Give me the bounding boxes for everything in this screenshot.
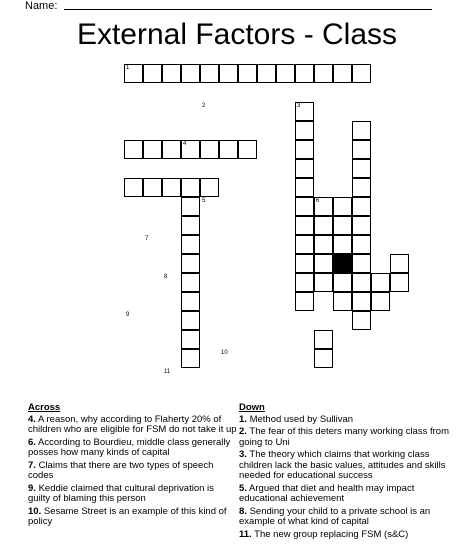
grid-cell[interactable] [181,64,200,83]
grid-cell[interactable] [314,64,333,83]
grid-cell[interactable] [314,216,333,235]
clue-number-11: 11 [164,369,171,375]
clue-text: A reason, why according to Flaherty 20% of children who are eligible for FSM do not take it up [28,413,237,435]
down-heading: Down [239,402,265,413]
clue-number-7: 7 [145,236,149,242]
grid-cell[interactable] [352,140,371,159]
clue-num: 10. [28,505,42,517]
grid-cell[interactable] [371,273,390,292]
grid-cell[interactable] [181,311,200,330]
grid-cell[interactable] [238,140,257,159]
grid-cell[interactable] [333,273,352,292]
down-clues [239,403,451,542]
clue-num: 6. [28,436,36,448]
grid-cell[interactable] [143,178,162,197]
clue-num: 9. [28,482,36,494]
down-clue [239,427,451,448]
grid-cell[interactable] [181,178,200,197]
grid-cell[interactable] [295,178,314,197]
name-label: Name: [25,0,58,12]
grid-cell[interactable] [219,64,238,83]
across-clue [28,415,238,436]
grid-cell[interactable] [162,64,181,83]
grid-cell[interactable] [181,273,200,292]
across-clue [28,461,238,482]
grid-cell[interactable] [295,216,314,235]
grid-cell[interactable] [181,330,200,349]
grid-cell[interactable] [219,140,238,159]
clue-num: 11. [239,528,252,540]
down-clue [239,507,451,528]
clue-text: Keddie claimed that cultural deprivation is guilty of blaming this person [28,482,214,504]
grid-cell[interactable] [352,216,371,235]
grid-cell[interactable] [352,273,371,292]
grid-cell[interactable] [295,140,314,159]
grid-cell[interactable] [352,197,371,216]
clue-text: Argued that diet and health may impact educational achievement [239,482,415,504]
clue-num: 7. [28,459,36,471]
grid-cell[interactable] [181,235,200,254]
grid-cell[interactable] [352,311,371,330]
grid-cell[interactable] [295,235,314,254]
clue-num: 4. [28,413,36,425]
across-clues [28,403,238,530]
grid-cell[interactable] [181,292,200,311]
clue-number-5: 5 [202,198,206,204]
across-clue [28,484,238,505]
grid-cell[interactable] [181,349,200,368]
grid-cell[interactable] [295,64,314,83]
down-clue [239,450,451,482]
grid-cell[interactable] [333,197,352,216]
across-clue [28,507,238,528]
black-cell [333,254,352,273]
grid-cell[interactable] [390,273,409,292]
grid-cell[interactable] [257,64,276,83]
grid-cell[interactable] [314,254,333,273]
clue-text: According to Bourdieu, middle class generally posses how many kinds of capital [28,436,231,458]
clue-num: 5. [239,482,247,494]
clue-number-2: 2 [202,103,206,109]
grid-cell[interactable] [295,159,314,178]
grid-cell[interactable] [352,292,371,311]
grid-cell[interactable] [124,178,143,197]
grid-cell[interactable] [181,216,200,235]
clue-text: Sending your child to a private school is an example of what kind of capital [239,505,431,527]
grid-cell[interactable] [181,197,200,216]
grid-cell[interactable] [352,235,371,254]
clue-text: Claims that there are two types of speech codes [28,459,214,481]
grid-cell[interactable] [143,140,162,159]
clue-text: The new group replacing FSM (s&C) [251,528,409,540]
across-heading: Across [28,402,61,413]
grid-cell[interactable] [295,254,314,273]
grid-cell[interactable] [352,159,371,178]
clue-number-1: 1 [126,65,130,71]
grid-cell[interactable] [352,121,371,140]
clue-num: 2. [239,426,247,437]
clue-text: Sesame Street is an example of this kind of policy [28,505,227,527]
grid-cell[interactable] [162,178,181,197]
grid-cell[interactable] [390,254,409,273]
grid-cell[interactable] [295,121,314,140]
clue-number-8: 8 [164,274,168,280]
grid-cell[interactable] [314,330,333,349]
clue-text: The theory which claims that working class children lack the basic values, attitudes and skills needed for educational success [239,449,446,481]
down-clue [239,415,451,426]
clue-text: Method used by Sullivan [246,413,354,425]
grid-cell[interactable] [333,292,352,311]
clue-number-9: 9 [126,312,130,318]
grid-cell[interactable] [181,254,200,273]
grid-cell[interactable] [352,178,371,197]
grid-cell[interactable] [352,254,371,273]
grid-cell[interactable] [314,349,333,368]
grid-cell[interactable] [143,64,162,83]
grid-cell[interactable] [295,197,314,216]
grid-cell[interactable] [314,273,333,292]
clue-text: The fear of this deters many working class from going to Uni [239,426,449,448]
grid-cell[interactable] [314,235,333,254]
grid-cell[interactable] [352,64,371,83]
grid-cell[interactable] [295,292,314,311]
clue-number-6: 6 [316,198,320,204]
down-list [239,415,451,541]
grid-cell[interactable] [333,235,352,254]
clue-number-3: 3 [297,103,301,109]
page-title: External Factors - Class [76,18,398,51]
grid-cell[interactable] [371,292,390,311]
down-clue [239,530,451,541]
down-clue [239,484,451,505]
across-list [28,415,238,528]
clue-num: 3. [239,449,247,460]
grid-cell[interactable] [200,178,219,197]
clue-num: 1. [239,413,247,425]
grid-cell[interactable] [333,64,352,83]
clue-number-10: 10 [221,350,228,356]
clue-num: 8. [239,505,247,517]
grid-cell[interactable] [124,140,143,159]
grid-cell[interactable] [276,64,295,83]
grid-cell[interactable] [295,273,314,292]
across-clue [28,438,238,459]
grid-cell[interactable] [200,140,219,159]
grid-cell[interactable] [333,216,352,235]
grid-cell[interactable] [200,64,219,83]
grid-cell[interactable] [162,140,181,159]
grid-cell[interactable] [238,64,257,83]
clue-number-4: 4 [183,141,187,147]
